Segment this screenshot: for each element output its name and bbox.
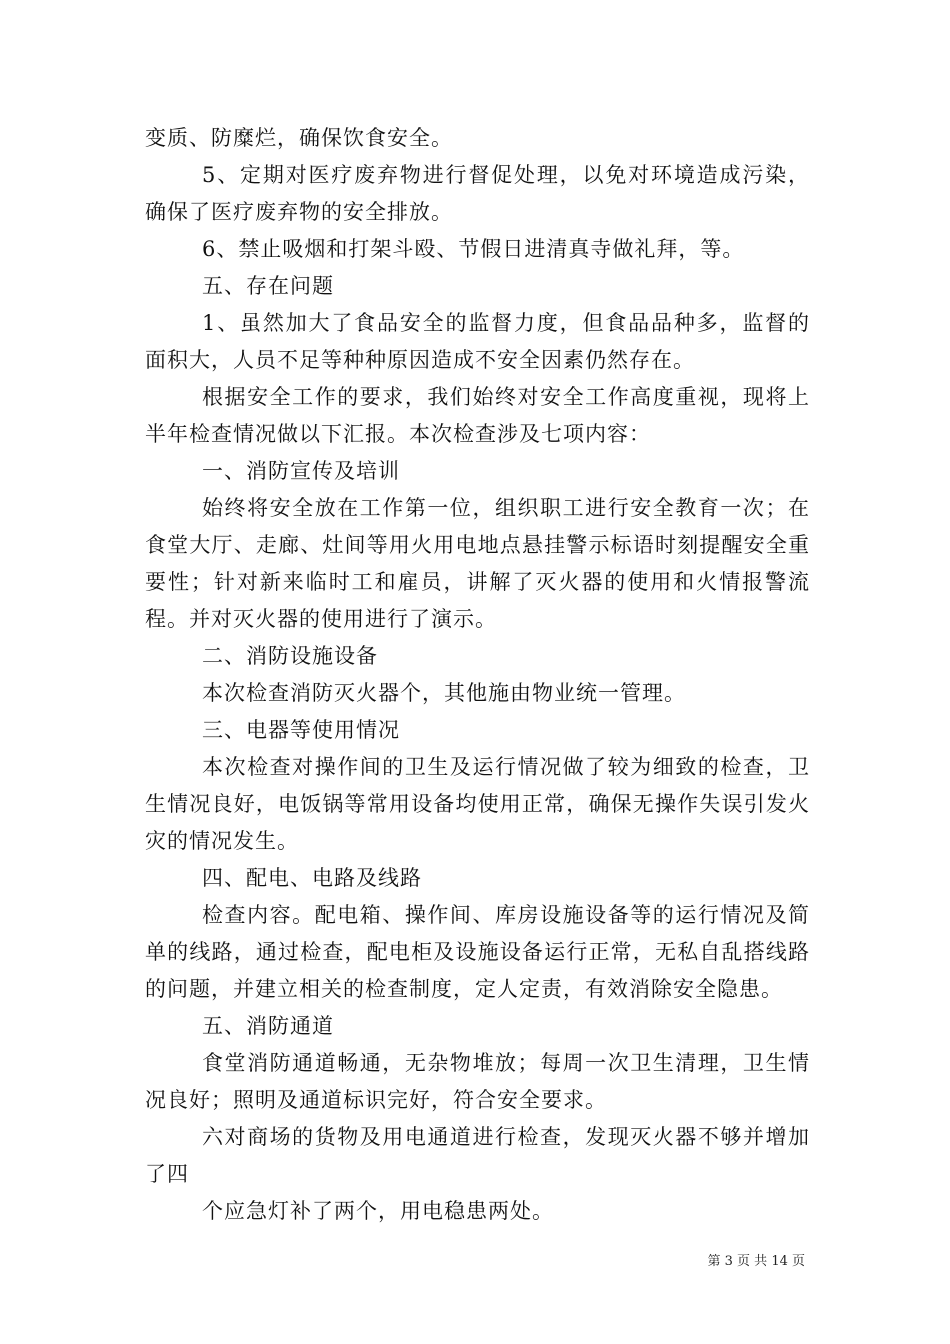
paragraph: 根据安全工作的要求，我们始终对安全工作高度重视，现将上半年检查情况做以下汇报。本次检查涉及七项内容： (145, 385, 810, 446)
section-heading: 四、配电、电路及线路 (202, 866, 422, 890)
paragraph: 食堂消防通道畅通，无杂物堆放；每周一次卫生清理，卫生情况良好；照明及通道标识完好，符合安全要求。 (145, 1051, 810, 1112)
paragraph: 本次检查对操作间的卫生及运行情况做了较为细致的检查，卫生情况良好，电饭锅等常用设备均使用正常，确保无操作失误引发火灾的情况发生。 (145, 755, 810, 853)
section-heading: 五、存在问题 (202, 274, 334, 298)
paragraph: 6、禁止吸烟和打架斗殴、节假日进清真寺做礼拜，等。 (202, 237, 745, 261)
paragraph: 检查内容。配电箱、操作间、库房设施设备等的运行情况及简单的线路，通过检查，配电柜及设施设备运行正常，无私自乱搭线路的问题，并建立相关的检查制度，定人定责，有效消除安全隐患。 (145, 903, 810, 1001)
paragraph: 六对商场的货物及用电通道进行检查，发现灭火器不够并增加了四 (145, 1125, 810, 1186)
page-number-footer: 第 3 页 共 14 页 (707, 1254, 805, 1269)
paragraph: 变质、防糜烂，确保饮食安全。 (145, 126, 453, 150)
paragraph: 1、虽然加大了食品安全的监督力度，但食品品种多，监督的面积大，人员不足等种种原因造成不安全因素仍然存在。 (145, 311, 810, 372)
paragraph: 5、定期对医疗废弃物进行督促处理，以免对环境造成污染，确保了医疗废弃物的安全排放。 (145, 163, 810, 224)
section-heading: 五、消防通道 (202, 1014, 334, 1038)
section-heading: 二、消防设施设备 (202, 644, 378, 668)
section-heading: 三、电器等使用情况 (202, 718, 400, 742)
paragraph: 本次检查消防灭火器个，其他施由物业统一管理。 (202, 681, 686, 705)
paragraph: 个应急灯补了两个，用电稳患两处。 (202, 1199, 554, 1223)
paragraph: 始终将安全放在工作第一位，组织职工进行安全教育一次；在食堂大厅、走廊、灶间等用火用电地点悬挂警示标语时刻提醒安全重要性；针对新来临时工和雇员，讲解了灭火器的使用和火情报警流程。并对灭火器的使用进行了演示。 (145, 496, 810, 631)
section-heading: 一、消防宣传及培训 (202, 459, 400, 483)
document-body (145, 120, 810, 1230)
